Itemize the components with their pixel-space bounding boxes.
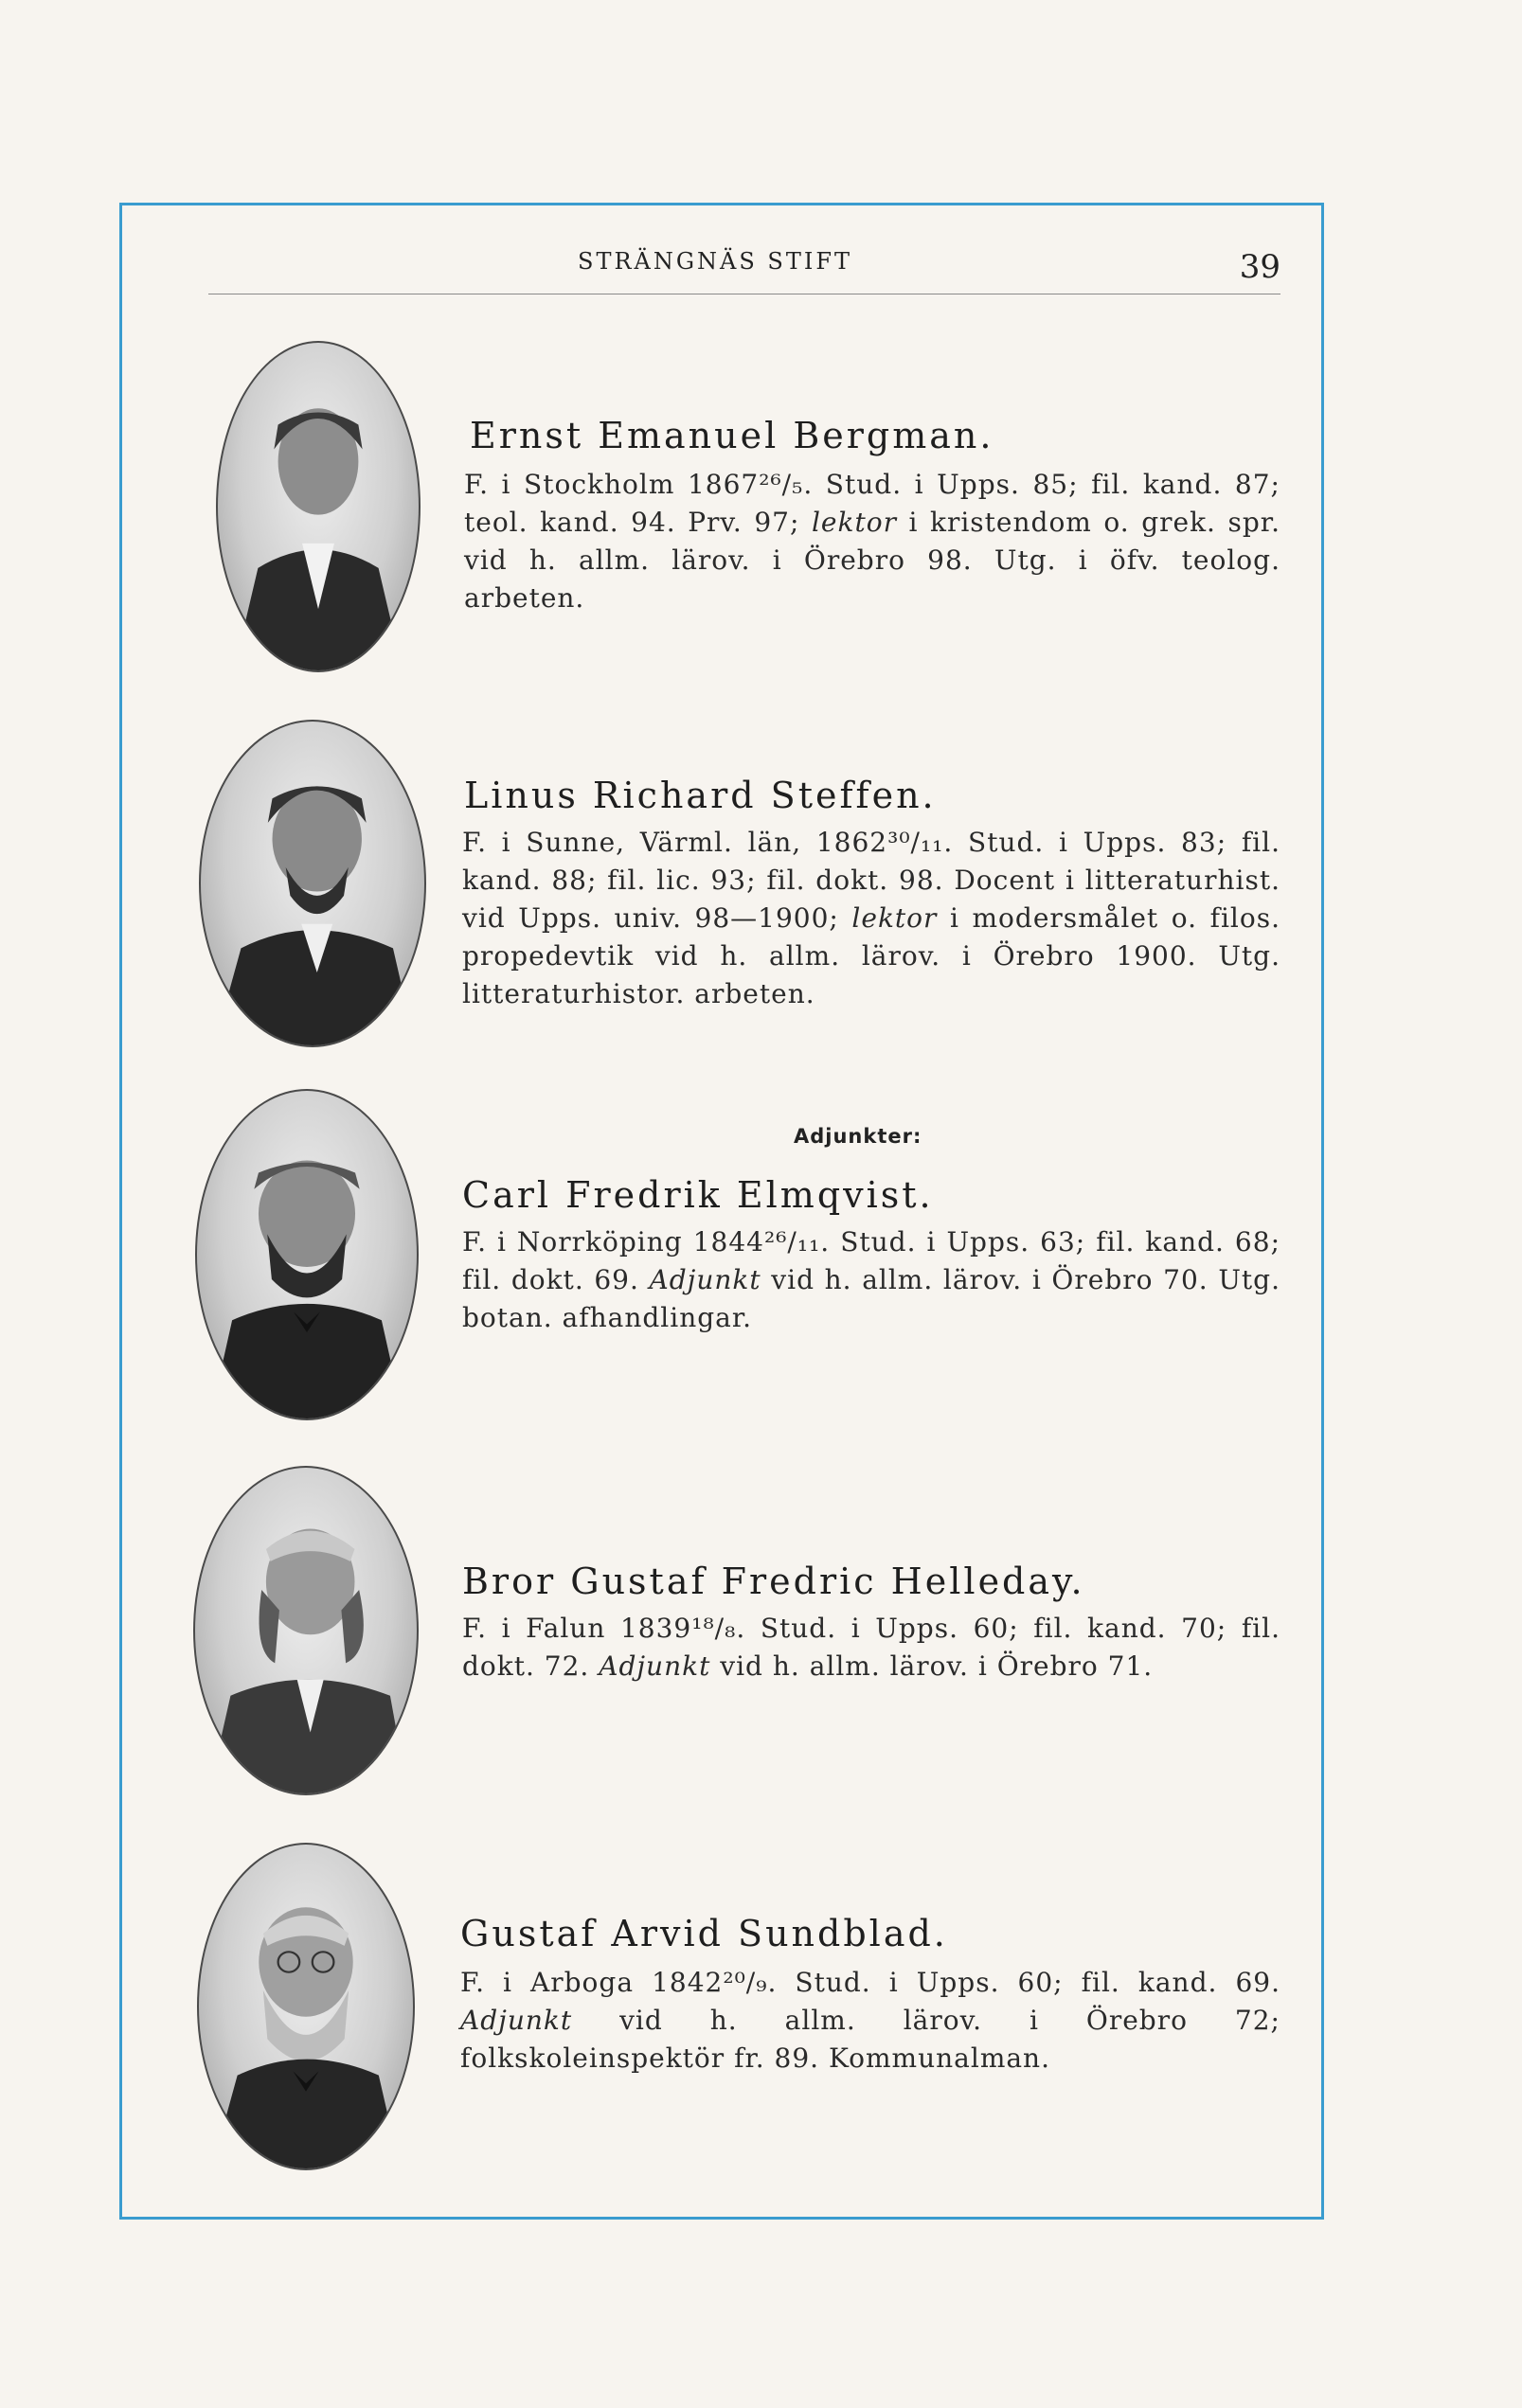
portrait-photo xyxy=(193,1466,419,1795)
portrait-photo xyxy=(195,1089,419,1420)
bio-text: i modersmålet o. filos. propedevtik vid h. allm. lärov. i Örebro 1900. Utg. litteraturhistor. arbeten. xyxy=(462,902,1280,1009)
person-bio xyxy=(462,1610,1280,1686)
bio-text: vid h. allm. lärov. i Örebro 71. xyxy=(710,1650,1154,1682)
person-bio xyxy=(462,824,1280,1013)
bio-text: i kristendom o. grek. spr. vid h. allm. lärov. i Örebro 98. Utg. i öfv. teolog. arbeten. xyxy=(464,507,1280,614)
person-name: Linus Richard Steffen. xyxy=(464,775,937,816)
person-name: Gustaf Arvid Sundblad. xyxy=(460,1913,948,1954)
page-header xyxy=(208,244,1280,294)
bio-text: F. i Falun 1839¹⁸/₈. Stud. i Upps. 60; fil. kand. 70; fil. dokt. 72. xyxy=(462,1613,1280,1682)
person-name: Carl Fredrik Elmqvist. xyxy=(462,1174,934,1216)
bio-text: F. i Norrköping 1844²⁶/₁₁. Stud. i Upps. 63; fil. kand. 68; fil. dokt. 69. xyxy=(462,1226,1280,1295)
portrait-photo xyxy=(199,720,426,1047)
bio-text: vid h. allm. lärov. i Örebro 70. Utg. botan. afhandlingar. xyxy=(462,1264,1280,1333)
bio-role: lektor xyxy=(811,507,897,538)
portrait-photo xyxy=(197,1843,415,2170)
person-bio xyxy=(464,466,1280,617)
bio-text: F. i Arboga 1842²⁰/₉. Stud. i Upps. 60; fil. kand. 69. xyxy=(460,1967,1280,1998)
person-bio xyxy=(462,1223,1280,1337)
person-bio xyxy=(460,1964,1280,2078)
bio-role: Adjunkt xyxy=(460,2005,573,2036)
section-heading: Adjunkter: xyxy=(794,1125,922,1148)
person-name: Ernst Emanuel Bergman. xyxy=(470,415,994,456)
bio-text: vid h. allm. lärov. i Örebro 72; folkskoleinspektör fr. 89. Kommunalman. xyxy=(460,2005,1280,2074)
bio-role: lektor xyxy=(851,902,938,934)
bio-role: Adjunkt xyxy=(599,1650,711,1682)
bio-role: Adjunkt xyxy=(649,1264,761,1295)
bio-text: F. i Sunne, Värml. län, 1862³⁰/₁₁. Stud. i Upps. 83; fil. kand. 88; fil. lic. 93; fil. dokt. 98. Docent i litteraturhist. vid Upps. univ. 98—1900; xyxy=(462,827,1280,934)
page-number: 39 xyxy=(1239,248,1280,286)
person-name: Bror Gustaf Fredric Helleday. xyxy=(462,1561,1085,1602)
running-title: STRÄNGNÄS STIFT xyxy=(578,248,853,275)
portrait-photo xyxy=(216,341,421,672)
bio-text: F. i Stockholm 1867²⁶/₅. Stud. i Upps. 85; fil. kand. 87; teol. kand. 94. Prv. 97; xyxy=(464,469,1280,538)
